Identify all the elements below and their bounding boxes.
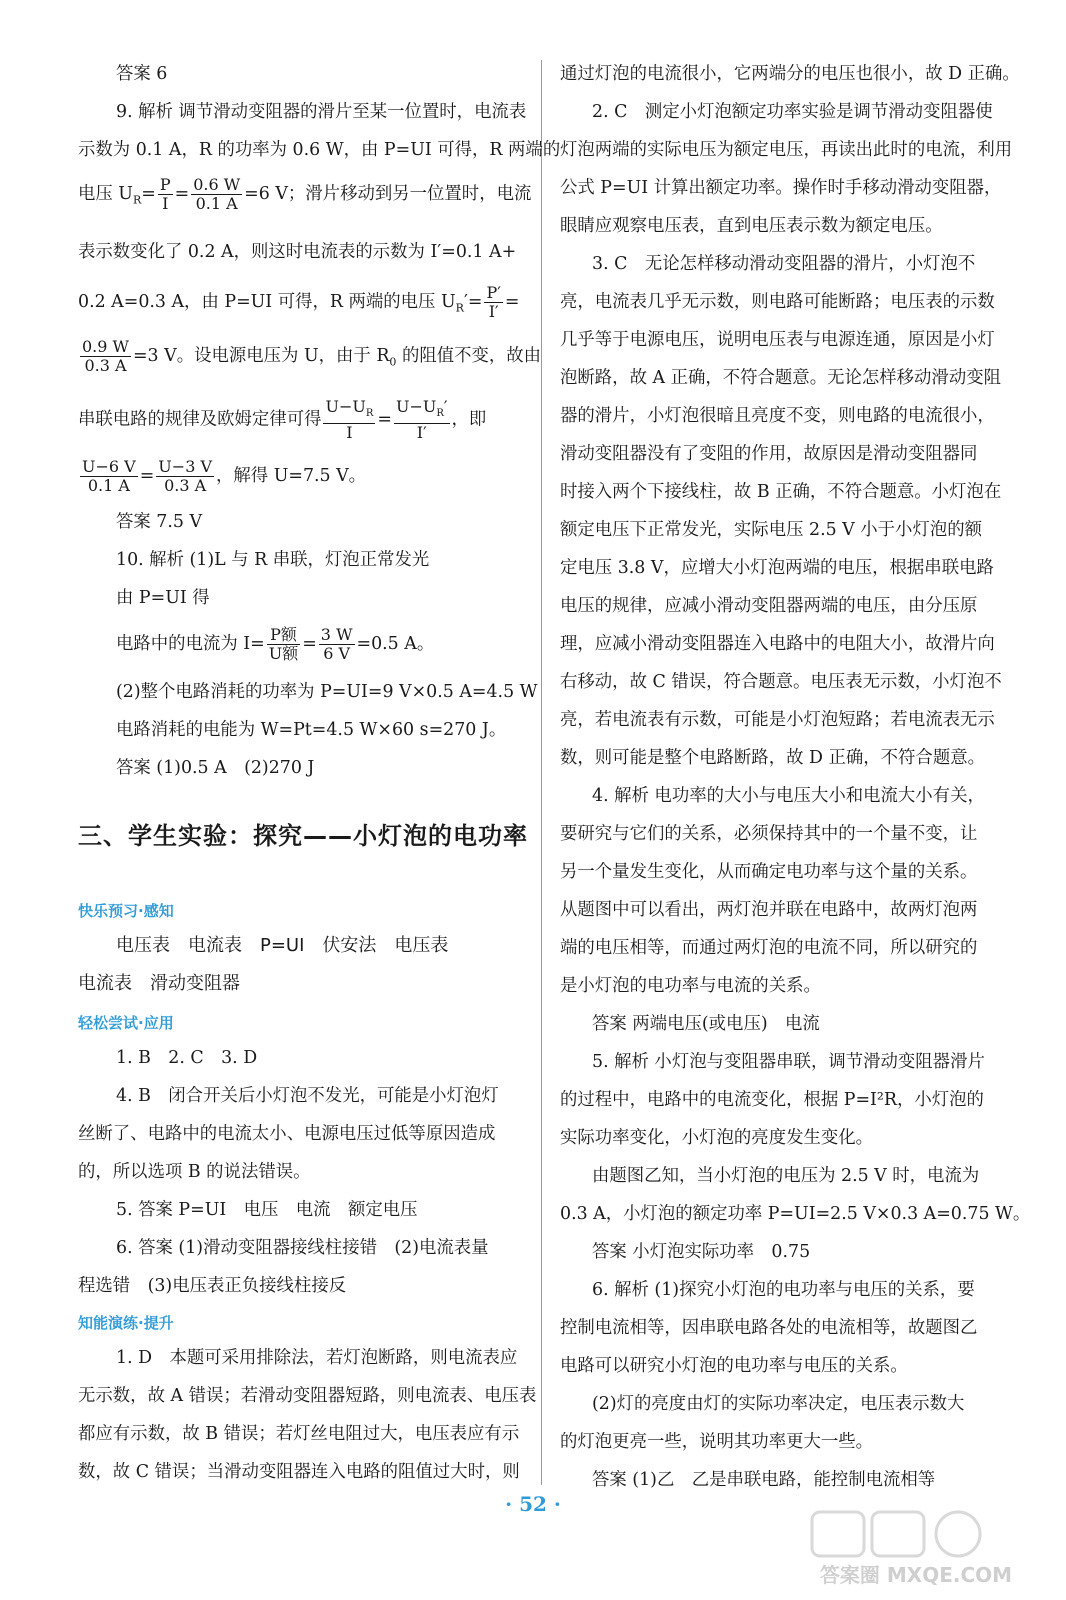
practice-q1-line-4: 数，故 C 错误；当滑动变阻器连入电路的阻值过大时，则 [78,1462,520,1482]
r-q5-4: 由题图乙知，当小灯泡的电压为 2.5 V 时，电流为 [592,1166,980,1186]
r-answer-4: 答案 两端电压(或电压) 电流 [592,1014,820,1034]
q10-line-4: (2)整个电路消耗的功率为 P=UI=9 V×0.5 A=4.5 W [116,682,538,702]
subheading-preview: 快乐预习·感知 [78,902,174,920]
try-q6-line-2: 程选错 (3)电压表正负接线柱接反 [78,1276,347,1296]
column-divider [541,60,542,1485]
q9-line-7: 串联电路的规律及欧姆定律可得 $\frac{U-U_R}{I}$ = $\frac{U-U_R'}{I'}$ ，即 [78,397,487,443]
watermark-logo [806,1508,1036,1588]
try-q4-line-3: 的，所以选项 B 的说法错误。 [78,1162,311,1182]
q9-line-3: 电压 $U_R=$ $\frac{P}{I}$ = $\frac{0.6 W}{0.1 A}$ =6 V；滑片移动到另一位置时，电流 [78,175,532,213]
r-q3-4: 泡断路，故 A 正确，不符合题意。无论怎样移动滑动变阻 [560,368,1001,388]
r-q5-3: 实际功率变化，小灯泡的亮度发生变化。 [560,1128,874,1148]
r-q4-2: 要研究与它们的关系，必须保持其中的一个量不变，让 [560,824,978,844]
r-q4-6: 是小灯泡的电功率与电流的关系。 [560,976,821,996]
practice-q1-line-3: 都应有示数，故 B 错误；若灯丝电阻过大，电压表应有示 [78,1424,520,1444]
try-line-1: 1. B 2. C 3. D [116,1048,258,1068]
r-q4-3: 另一个量发生变化，从而确定电功率与这个量的关系。 [560,862,978,882]
r-q5-5: 0.3 A，小灯泡的额定功率 P=UI=2.5 V×0.3 A=0.75 W。 [560,1204,1031,1224]
r-q6-3: 电路可以研究小灯泡的电功率与电压的关系。 [560,1356,908,1376]
r-q3-5: 器的滑片，小灯泡很暗且亮度不变，则电路的电流很小， [560,406,995,426]
q10-line-1: 10. 解析 (1)L 与 R 串联，灯泡正常发光 [116,550,430,570]
q10-line-5: 电路消耗的电能为 W=Pt=4.5 W×60 s=270 J。 [116,720,507,740]
q9-line-2: 示数为 0.1 A，R 的功率为 0.6 W，由 P=UI 可得，R 两端的 [78,140,561,160]
q9-line-8: $\frac{U-6 V}{0.1 A}$ = $\frac{U-3 V}{0.3 A}$ ，解得 U=7.5 V。 [82,457,367,495]
r-line-1: 通过灯泡的电流很小，它两端分的电压也很小，故 D 正确。 [560,64,1020,84]
r-q3-3: 几乎等于电源电压，说明电压表与电源连通，原因是小灯 [560,330,995,350]
q9-line-6: $\frac{0.9 W}{0.3 A}$ =3 V。设电源电压为 U，由于 $R_0$ 的阻值不变，故由 [82,337,542,375]
r-q4-1: 4. 解析 电功率的大小与电压大小和电流大小有关， [592,786,985,806]
try-q4-line-2: 丝断了、电路中的电流太小、电源电压过低等原因造成 [78,1124,496,1144]
q9-line-4: 表示数变化了 0.2 A，则这时电流表的示数为 I′=0.1 A+ [78,242,517,262]
r-q3-9: 定电压 3.8 V，应增大小灯泡两端的电压，根据串联电路 [560,558,994,578]
r-q6-5: 的灯泡更亮一些，说明其功率更大一些。 [560,1432,874,1452]
answer-8: 答案 6 [116,64,168,84]
q10-line-3: 电路中的电流为 I= $\frac{\text{P额}}{\text{U额}}$ = $\frac{3 W}{6 V}$ =0.5 A。 [116,625,435,663]
r-q2-4: 眼睛应观察电压表，直到电压表示数为额定电压。 [560,216,943,236]
r-q5-2: 的过程中，电路中的电流变化，根据 P=I²R，小灯泡的 [560,1090,984,1110]
try-q4-line-1: 4. B 闭合开关后小灯泡不发光，可能是小灯泡灯 [116,1086,499,1106]
practice-q1-line-1: 1. D 本题可采用排除法，若灯泡断路，则电流表应 [116,1348,518,1368]
r-q2-3: 公式 P=UI 计算出额定功率。操作时手移动滑动变阻器， [560,178,1002,198]
q9-line-1: 9. 解析 调节滑动变阻器的滑片至某一位置时，电流表 [116,102,527,122]
r-q6-2: 控制电流相等，因串联电路各处的电流相等，故题图乙 [560,1318,978,1338]
r-q3-14: 数，则可能是整个电路断路，故 D 正确，不符合题意。 [560,748,985,768]
subheading-try: 轻松尝试·应用 [78,1014,174,1032]
r-q2-2: 灯泡两端的实际电压为额定电压，再读出此时的电流，利用 [560,140,1013,160]
r-q6-4: (2)灯的亮度由灯的实际功率决定，电压表示数大 [592,1394,965,1414]
r-q3-12: 右移动，故 C 错误，符合题意。电压表无示数，小灯泡不 [560,672,1002,692]
section-title: 三、学生实验：探究——小灯泡的电功率 [78,822,528,850]
page-number: · 52 · [505,1492,561,1516]
r-q2-1: 2. C 测定小灯泡额定功率实验是调节滑动变阻器使 [592,102,993,122]
r-q3-1: 3. C 无论怎样移动滑动变阻器的滑片，小灯泡不 [592,254,976,274]
answer-9: 答案 7.5 V [116,512,203,532]
r-q3-11: 理，应减小滑动变阻器连入电路中的电阻大小，故滑片向 [560,634,995,654]
r-q3-2: 亮，电流表几乎无示数，则电路可能断路；电压表的示数 [560,292,995,312]
svg-text:答案圈 MXQE.COM: 答案圈 MXQE.COM [819,1563,1013,1587]
subheading-practice: 知能演练·提升 [78,1314,174,1332]
r-q5-1: 5. 解析 小灯泡与变阻器串联，调节滑动变阻器滑片 [592,1052,985,1072]
try-q6-line-1: 6. 答案 (1)滑动变阻器接线柱接错 (2)电流表量 [116,1238,489,1258]
r-q3-6: 滑动变阻器没有了变阻的作用，故原因是滑动变阻器同 [560,444,978,464]
preview-line-2: 电流表 滑动变阻器 [78,973,240,994]
try-q5: 5. 答案 P=UI 电压 电流 额定电压 [116,1200,418,1220]
r-q3-10: 电压的规律，应减小滑动变阻器两端的电压，由分压原 [560,596,978,616]
r-q3-13: 亮，若电流表有示数，可能是小灯泡短路；若电流表无示 [560,710,995,730]
r-q3-7: 时接入两个下接线柱，故 B 正确，不符合题意。小灯泡在 [560,482,1002,502]
r-q6-1: 6. 解析 (1)探究小灯泡的电功率与电压的关系，要 [592,1280,975,1300]
r-q4-5: 端的电压相等，而通过两灯泡的电流不同，所以研究的 [560,938,978,958]
answer-10: 答案 (1)0.5 A (2)270 J [116,758,315,778]
r-q3-8: 额定电压下正常发光，实际电压 2.5 V 小于小灯泡的额 [560,520,983,540]
r-answer-6: 答案 (1)乙 乙是串联电路，能控制电流相等 [592,1470,936,1490]
r-answer-5: 答案 小灯泡实际功率 0.75 [592,1242,811,1262]
preview-line-1: 电压表 电流表 P=UI 伏安法 电压表 [116,935,449,956]
practice-q1-line-2: 无示数，故 A 错误；若滑动变阻器短路，则电流表、电压表 [78,1386,537,1406]
r-q4-4: 从题图中可以看出，两灯泡并联在电路中，故两灯泡两 [560,900,978,920]
q10-line-2: 由 P=UI 得 [116,588,210,608]
q9-line-5: 0.2 A=0.3 A，由 P=UI 可得，R 两端的电压 $U_R'=$ $\frac{P'}{I'}$ = [78,283,520,321]
